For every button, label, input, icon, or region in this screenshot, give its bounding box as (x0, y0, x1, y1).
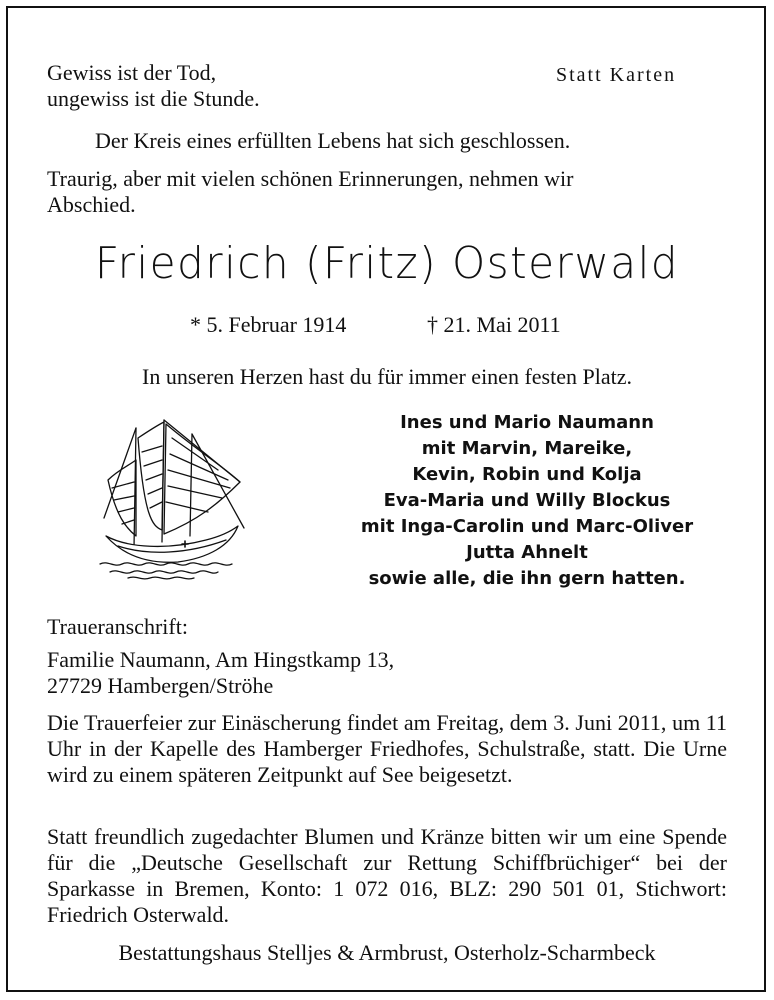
quote: In unseren Herzen hast du für immer einen festen Platz. (142, 364, 632, 389)
verse-line-2: ungewiss ist die Stunde. (47, 86, 260, 111)
mourner-line: Eva-Maria und Willy Blockus (383, 490, 671, 511)
address-line-2: 27729 Hambergen/Ströhe (47, 673, 274, 698)
verse-line-1: Gewiss ist der Tod, (47, 60, 217, 85)
address-line-1: Familie Naumann, Am Hingstkamp 13, (47, 647, 395, 672)
mourner-line: Ines und Mario Naumann (400, 412, 654, 433)
mourners-list (320, 410, 734, 592)
birth-date: * 5. Februar 1914 (190, 312, 347, 337)
mourner-line: mit Inga-Carolin und Marc-Oliver (360, 516, 694, 537)
death-date: † 21. Mai 2011 (427, 312, 561, 337)
address-label: Traueranschrift: (47, 614, 188, 639)
funeral-home: Bestattungshaus Stelljes & Armbrust, Osterholz-Scharmbeck (118, 940, 656, 965)
circle-line: Der Kreis eines erfüllten Lebens hat sich geschlossen. (95, 128, 571, 153)
mourner-line: Kevin, Robin und Kolja (412, 464, 642, 485)
sailing-ship-illustration (98, 408, 246, 580)
mourner-line: mit Marvin, Mareike, (421, 438, 633, 459)
deceased-name: Friedrich (Fritz) Osterwald (94, 238, 680, 289)
mourner-line: Jutta Ahnelt (466, 542, 588, 563)
mourner-line: sowie alle, die ihn gern hatten. (368, 568, 686, 589)
ceremony-text: Die Trauerfeier zur Einäscherung findet am Freitag, dem 3. Juni 2011, um 11 Uhr in der Kapelle des Hamberger Friedhofes, Schulstraße, statt. Die Urne wird zu einem späteren Zeitpunkt auf See beigesetzt. (47, 710, 727, 787)
donation-text: Statt freundlich zugedachter Blumen und Kränze bitten wir um eine Spende für die „Deutsche Gesellschaft zur Rettung Schiffbrüchiger“ bei der Sparkasse in Bremen, Konto: 1 072 016, BLZ: 290 501 01, Stichwort: Friedrich Osterwald. (47, 824, 727, 927)
farewell-line-2: Abschied. (47, 192, 136, 217)
farewell-line-1: Traurig, aber mit vielen schönen Erinnerungen, nehmen wir (47, 166, 574, 191)
statt-karten: Statt Karten (556, 64, 677, 86)
